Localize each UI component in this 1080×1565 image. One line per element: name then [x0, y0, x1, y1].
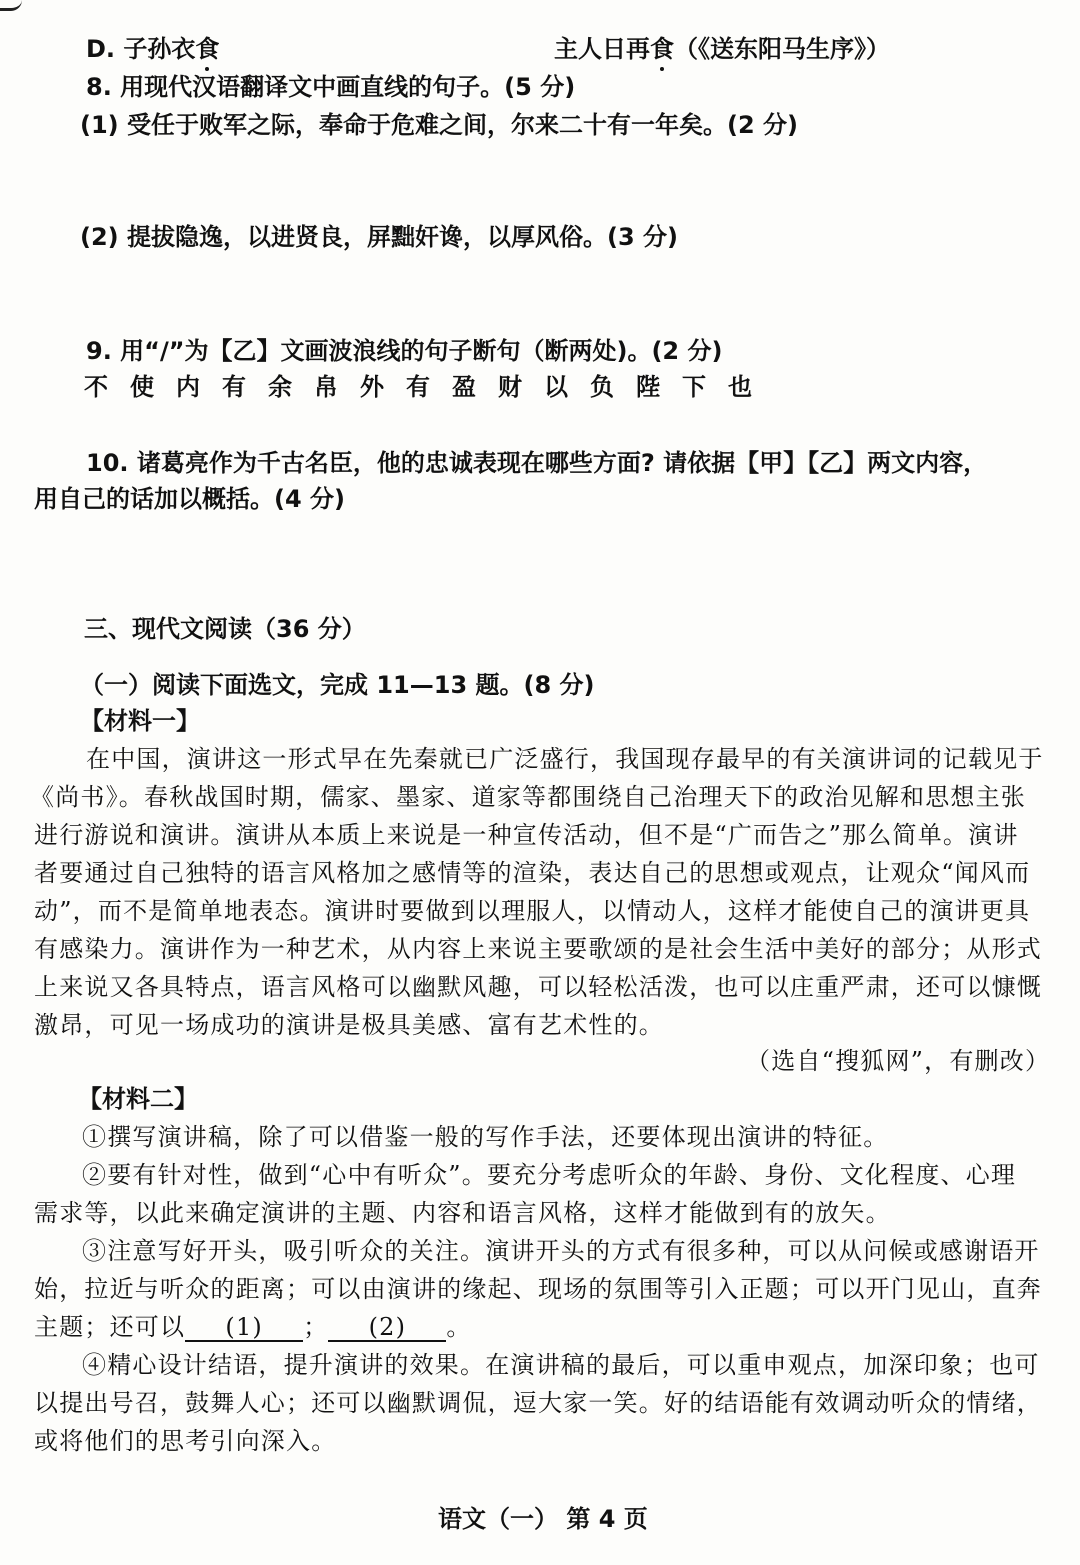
q8-item1: (1) 受任于败军之际，奉命于危难之间，尔来二十有一年矣。(2 分) — [80, 111, 798, 139]
q10-line2: 用自己的话加以概括。(4 分) — [34, 485, 345, 513]
material1-line: 在中国，演讲这一形式早在先秦就已广泛盛行，我国现存最早的有关演讲词的记载见于 — [86, 745, 1044, 773]
material2-p3-last: 主题；还可以 (1) ； (2) 。 — [34, 1313, 472, 1341]
section3-sub1: （一）阅读下面选文，完成 11—13 题。(8 分) — [80, 671, 595, 699]
material2-p2-line: 需求等，以此来确定演讲的主题、内容和语言风格，这样才能做到有的放矢。 — [34, 1199, 891, 1227]
fill-blank-2[interactable]: (2) — [328, 1314, 446, 1342]
material2-p2-line: ②要有针对性，做到“心中有听众”。要充分考虑听众的年龄、身份、文化程度、心理 — [82, 1161, 1017, 1189]
corner-mark — [0, 0, 22, 11]
material1-source: （选自“搜狐网”，有删改） — [746, 1047, 1051, 1075]
material1-line: 激昂，可见一场成功的演讲是极具美感、富有艺术性的。 — [34, 1011, 664, 1039]
material2-p4-line: 或将他们的思考引向深入。 — [34, 1427, 337, 1455]
material1-line: 《尚书》。春秋战国时期，儒家、墨家、道家等都围绕自己治理天下的政治见解和思想主张 — [30, 783, 1026, 811]
material2-p3-line: ③注意写好开头，吸引听众的关注。演讲开头的方式有很多种，可以从问候或感谢语开 — [82, 1237, 1040, 1265]
material2-p3-line: 始，拉近与听众的距离；可以由演讲的缘起、现场的氛围等引入正题；可以开门见山，直奔 — [34, 1275, 1042, 1303]
material2-heading: 【材料二】 — [78, 1085, 198, 1113]
page-footer: 语文（一） 第 4 页 — [438, 1505, 648, 1533]
material1-line: 有感染力。演讲作为一种艺术，从内容上来说主要歌颂的是社会生活中美好的部分；从形式 — [34, 935, 1042, 963]
material1-line: 上来说又各具特点，语言风格可以幽默风趣，可以轻松活泼，也可以庄重严肃，还可以慷慨 — [34, 973, 1042, 1001]
fill-blank-1[interactable]: (1) — [185, 1314, 303, 1342]
material2-p4-line: 以提出号召，鼓舞人心；还可以幽默调侃，逗大家一笑。好的结语能有效调动听众的情绪， — [34, 1389, 1042, 1417]
material1-line: 动”，而不是简单地表态。演讲时要做到以理服人，以情动人，这样才能使自己的演讲更具 — [34, 897, 1031, 925]
q8-item2: (2) 提拔隐逸，以进贤良，屏黜奸谗，以厚风俗。(3 分) — [80, 223, 678, 251]
option-d-left: D. 子孙衣食 — [86, 35, 220, 63]
q10-line1: 10. 诸葛亮作为千古名臣，他的忠诚表现在哪些方面? 请依据【甲】【乙】两文内容， — [86, 449, 988, 477]
q8-title: 8. 用现代汉语翻译文中画直线的句子。(5 分) — [86, 73, 576, 101]
material2-p1: ①撰写演讲稿，除了可以借鉴一般的写作手法，还要体现出演讲的特征。 — [82, 1123, 889, 1151]
material1-heading: 【材料一】 — [80, 707, 200, 735]
material1-line: 者要通过自己独特的语言风格加之感情等的渲染，表达自己的思想或观点，让观众“闻风而 — [34, 859, 1031, 887]
q9-sentence: 不使内有余帛外有盈财以负陛下也 — [84, 373, 774, 401]
material2-p4-line: ④精心设计结语，提升演讲的效果。在演讲稿的最后，可以重申观点，加深印象；也可 — [82, 1351, 1040, 1379]
section3-title: 三、现代文阅读（36 分） — [84, 615, 366, 643]
option-d-right: 主人日再食（《送东阳马生序》） — [554, 35, 890, 63]
material1-line: 进行游说和演讲。演讲从本质上来说是一种宣传活动，但不是“广而告之”那么简单。演讲 — [34, 821, 1019, 849]
q9-title: 9. 用“/”为【乙】文画波浪线的句子断句（断两处)。(2 分) — [86, 337, 723, 365]
